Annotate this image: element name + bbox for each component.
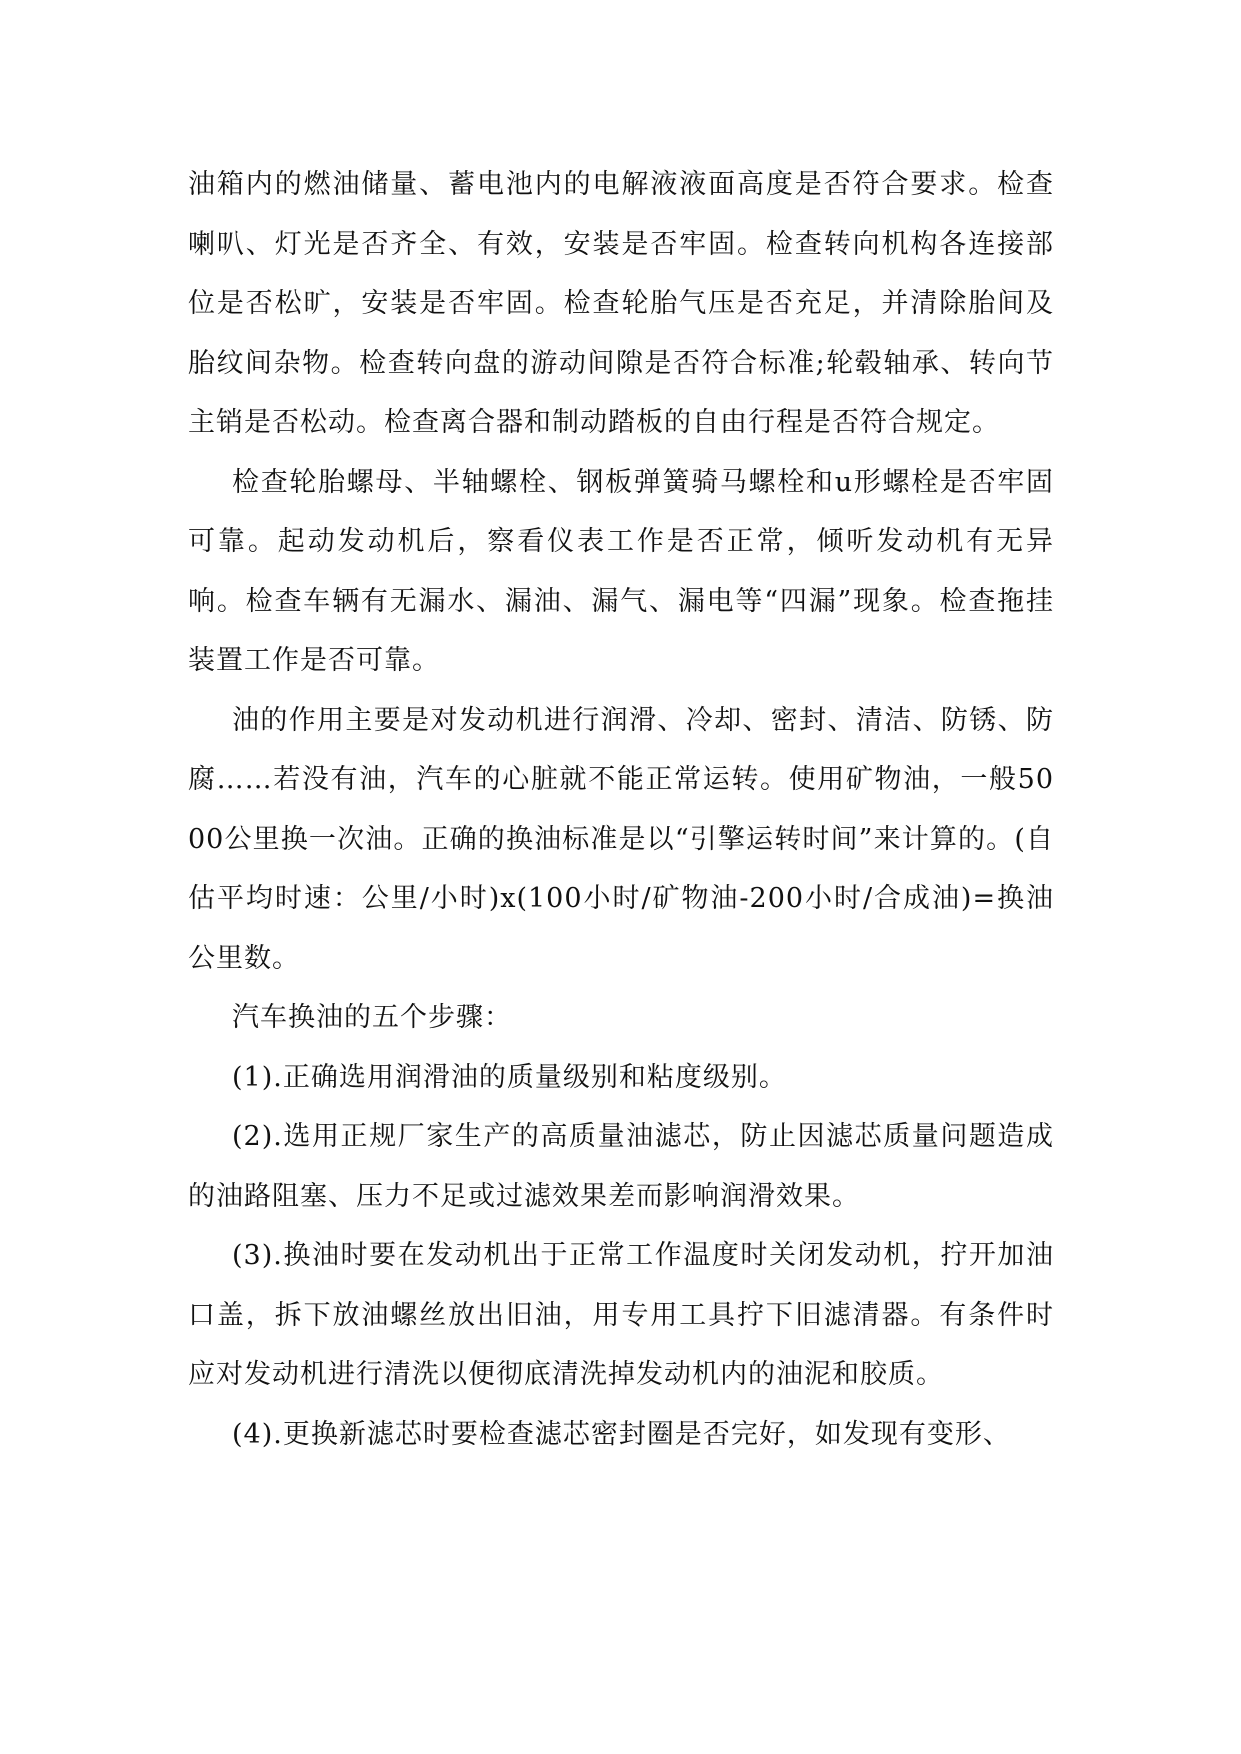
paragraph-step-2: (2).选用正规厂家生产的高质量油滤芯，防止因滤芯质量问题造成的油路阻塞、压力不足或过滤效果差而影响润滑效果。 <box>188 1121 1054 1212</box>
document-page <box>188 155 1054 1464</box>
paragraph-step-3: (3).换油时要在发动机出于正常工作温度时关闭发动机，拧开加油口盖，拆下放油螺丝放出旧油，用专用工具拧下旧滤清器。有条件时应对发动机进行清洗以便彻底清洗掉发动机内的油泥和胶质。 <box>188 1240 1054 1390</box>
paragraph-vehicle-inspection-continued: 油箱内的燃油储量、蓄电池内的电解液液面高度是否符合要求。检查喇叭、灯光是否齐全、有效，安装是否牢固。检查转向机构各连接部位是否松旷，安装是否牢固。检查轮胎气压是否充足，并清除胎间及胎纹间杂物。检查转向盘的游动间隙是否符合标准;轮毂轴承、转向节主销是否松动。检查离合器和制动踏板的自由行程是否符合规定。 <box>188 169 1054 438</box>
paragraph-oil-function: 油的作用主要是对发动机进行润滑、冷却、密封、清洁、防锈、防腐……若没有油，汽车的心脏就不能正常运转。使用矿物油，一般5000公里换一次油。正确的换油标准是以“引擎运转时间”来计算的。(自估平均时速：公里/小时)x(100小时/矿物油-200小时/合成油)=换油公里数。 <box>188 704 1054 974</box>
paragraph-step-4: (4).更换新滤芯时要检查滤芯密封圈是否完好，如发现有变形、 <box>232 1418 1011 1450</box>
paragraph-tire-bolt-inspection: 检查轮胎螺母、半轴螺栓、钢板弹簧骑马螺栓和u形螺栓是否牢固可靠。起动发动机后，察看仪表工作是否正常，倾听发动机有无异响。检查车辆有无漏水、漏油、漏气、漏电等“四漏”现象。检查拖挂装置工作是否可靠。 <box>188 466 1054 676</box>
paragraph-step-1: (1).正确选用润滑油的质量级别和粘度级别。 <box>232 1061 787 1093</box>
paragraph-oil-change-steps-heading: 汽车换油的五个步骤： <box>232 1002 512 1033</box>
